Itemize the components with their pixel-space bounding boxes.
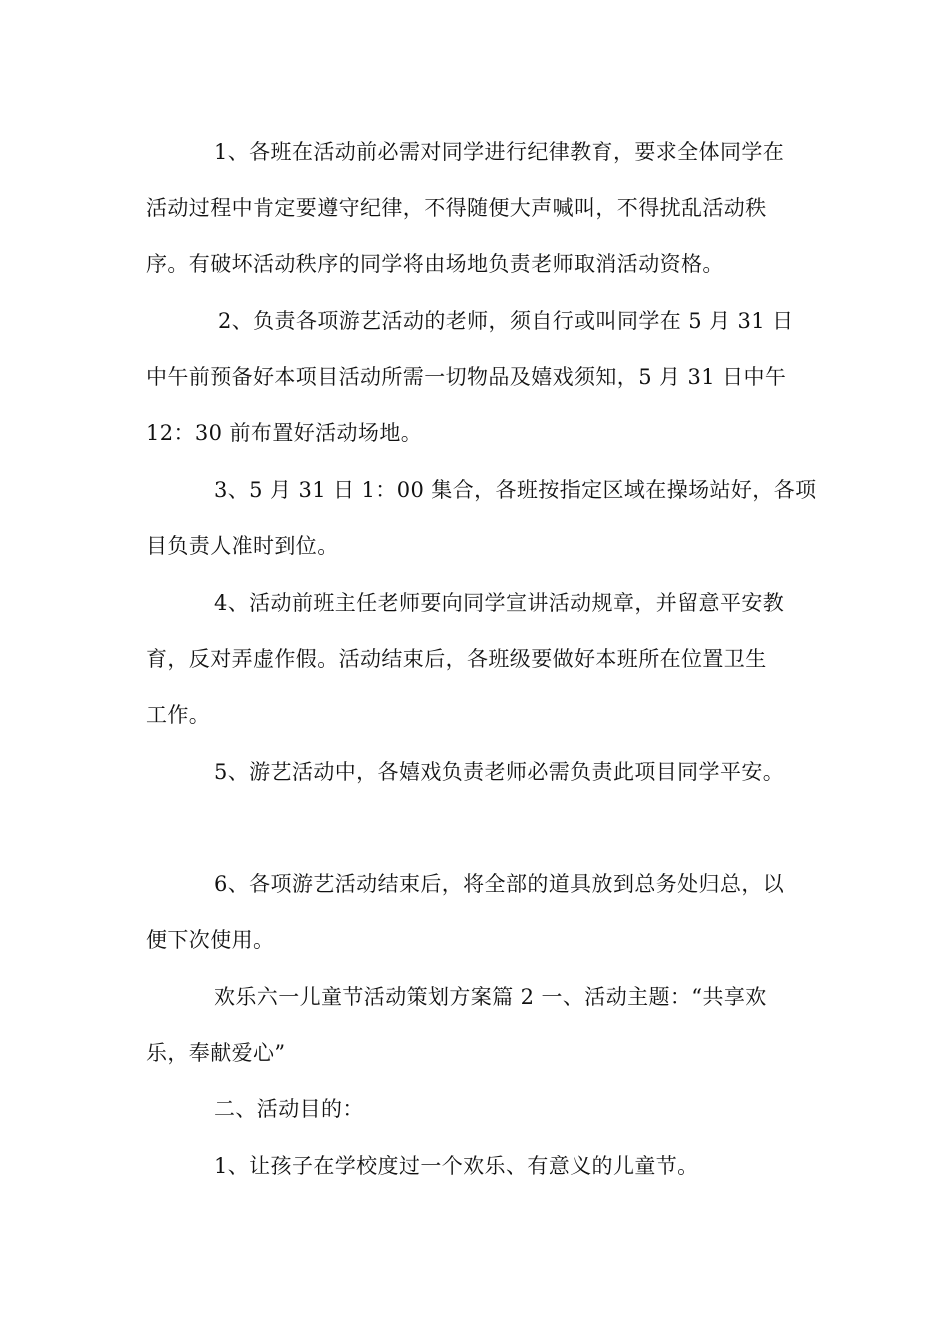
- objectives-heading: 二、活动目的：: [214, 1097, 364, 1121]
- paragraph-6-line-1: 6、各项游艺活动结束后，将全部的道具放到总务处归总，以: [214, 872, 785, 896]
- paragraph-3-line-1: 3、5 月 31 日 1：00 集合，各班按指定区域在操场站好，各项: [214, 478, 817, 502]
- section-title-line-1: 欢乐六一儿童节活动策划方案篇 2 一、活动主题：“共享欢: [214, 985, 767, 1009]
- paragraph-3-line-2: 目负责人准时到位。: [146, 534, 339, 558]
- paragraph-4-line-3: 工作。: [146, 703, 211, 727]
- paragraph-4-line-1: 4、活动前班主任老师要向同学宣讲活动规章，并留意平安教: [214, 591, 785, 615]
- paragraph-2-line-2: 中午前预备好本项目活动所需一切物品及嬉戏须知，5 月 31 日中午: [146, 365, 787, 389]
- paragraph-2-line-1: 2、负责各项游艺活动的老师，须自行或叫同学在 5 月 31 日: [218, 309, 794, 333]
- paragraph-4-line-2: 育，反对弄虚作假。活动结束后，各班级要做好本班所在位置卫生: [146, 647, 767, 671]
- paragraph-1-line-3: 序。有破坏活动秩序的同学将由场地负责老师取消活动资格。: [146, 252, 724, 276]
- paragraph-5-line-1: 5、游艺活动中，各嬉戏负责老师必需负责此项目同学平安。: [214, 760, 785, 784]
- paragraph-2-line-3: 12：30 前布置好活动场地。: [146, 421, 423, 445]
- section-title-line-2: 乐，奉献爱心”: [146, 1041, 286, 1065]
- objective-item-1: 1、让孩子在学校度过一个欢乐、有意义的儿童节。: [214, 1154, 699, 1178]
- paragraph-1-line-1: 1、各班在活动前必需对同学进行纪律教育，要求全体同学在: [214, 140, 785, 164]
- paragraph-6-line-2: 便下次使用。: [146, 928, 275, 952]
- paragraph-1-line-2: 活动过程中肯定要遵守纪律，不得随便大声喊叫，不得扰乱活动秩: [146, 196, 767, 220]
